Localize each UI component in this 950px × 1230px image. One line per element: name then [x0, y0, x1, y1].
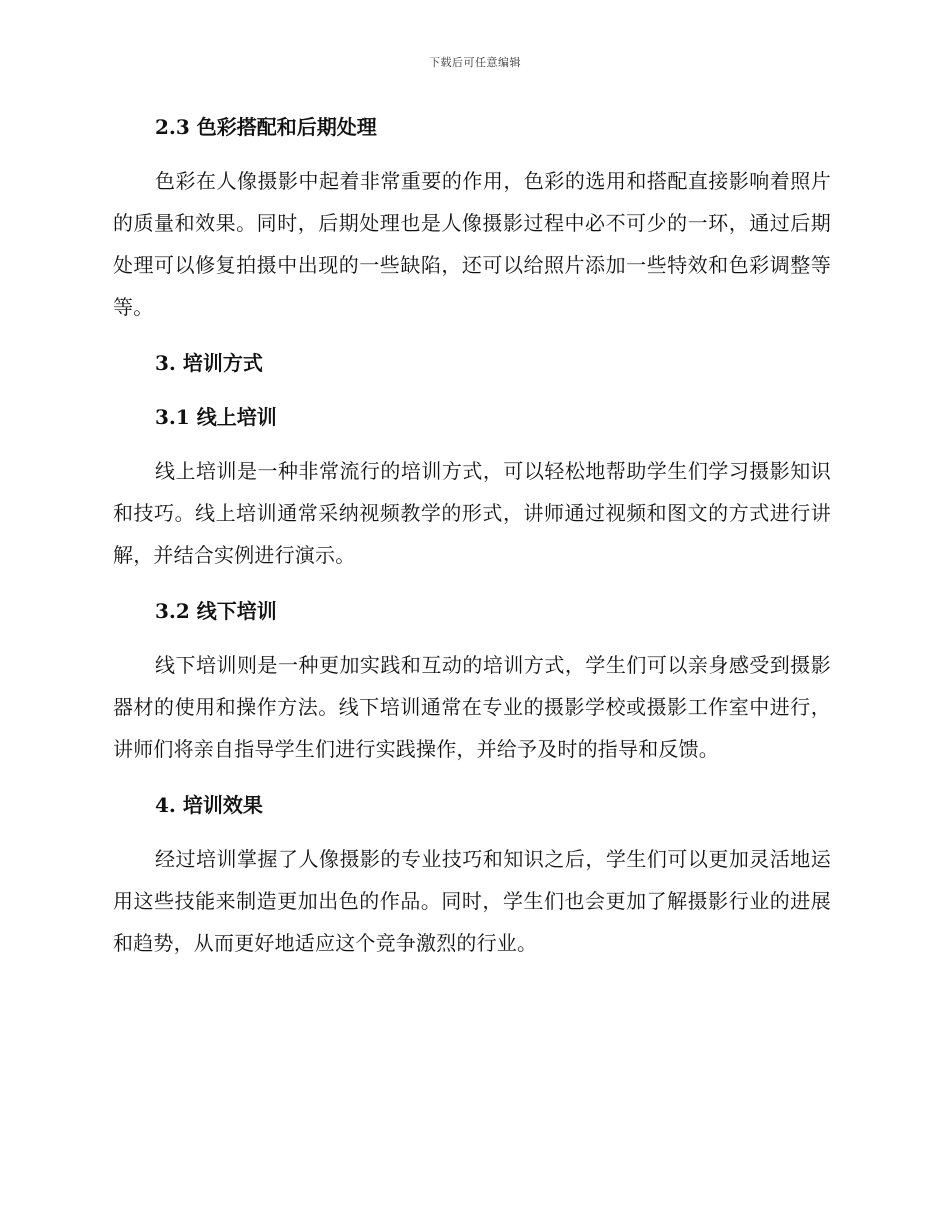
section-heading-3: 3. 培训方式 — [155, 351, 263, 375]
section-heading-3-2: 3.2 线下培训 — [155, 599, 277, 623]
document-body — [113, 108, 831, 964]
section-paragraph-3-1: 线上培训是一种非常流行的培训方式，可以轻松地帮助学生们学习摄影知识和技巧。线上培训通常采纳视频教学的形式，讲师通过视频和图文的方式进行讲解，并结合实例进行演示。 — [113, 459, 831, 567]
page-header: 下载后可任意编辑 — [429, 56, 521, 69]
section-paragraph-3-2: 线下培训则是一种更加实践和互动的培训方式，学生们可以亲身感受到摄影器材的使用和操作方法。线下培训通常在专业的摄影学校或摄影工作室中进行，讲师们将亲自指导学生们进行实践操作，并给予及时的指导和反馈。 — [113, 653, 831, 761]
section-paragraph-4: 经过培训掌握了人像摄影的专业技巧和知识之后，学生们可以更加灵活地运用这些技能来制造更加出色的作品。同时，学生们也会更加了解摄影行业的进展和趋势，从而更好地适应这个竞争激烈的行业。 — [113, 847, 831, 955]
section-heading-3-1: 3.1 线上培训 — [155, 405, 277, 429]
section-paragraph-2-3: 色彩在人像摄影中起着非常重要的作用，色彩的选用和搭配直接影响着照片的质量和效果。同时，后期处理也是人像摄影过程中必不可少的一环，通过后期处理可以修复拍摄中出现的一些缺陷，还可以给照片添加一些特效和色彩调整等等。 — [113, 169, 831, 319]
section-heading-4: 4. 培训效果 — [155, 793, 263, 817]
section-heading-2-3: 2.3 色彩搭配和后期处理 — [155, 115, 377, 139]
